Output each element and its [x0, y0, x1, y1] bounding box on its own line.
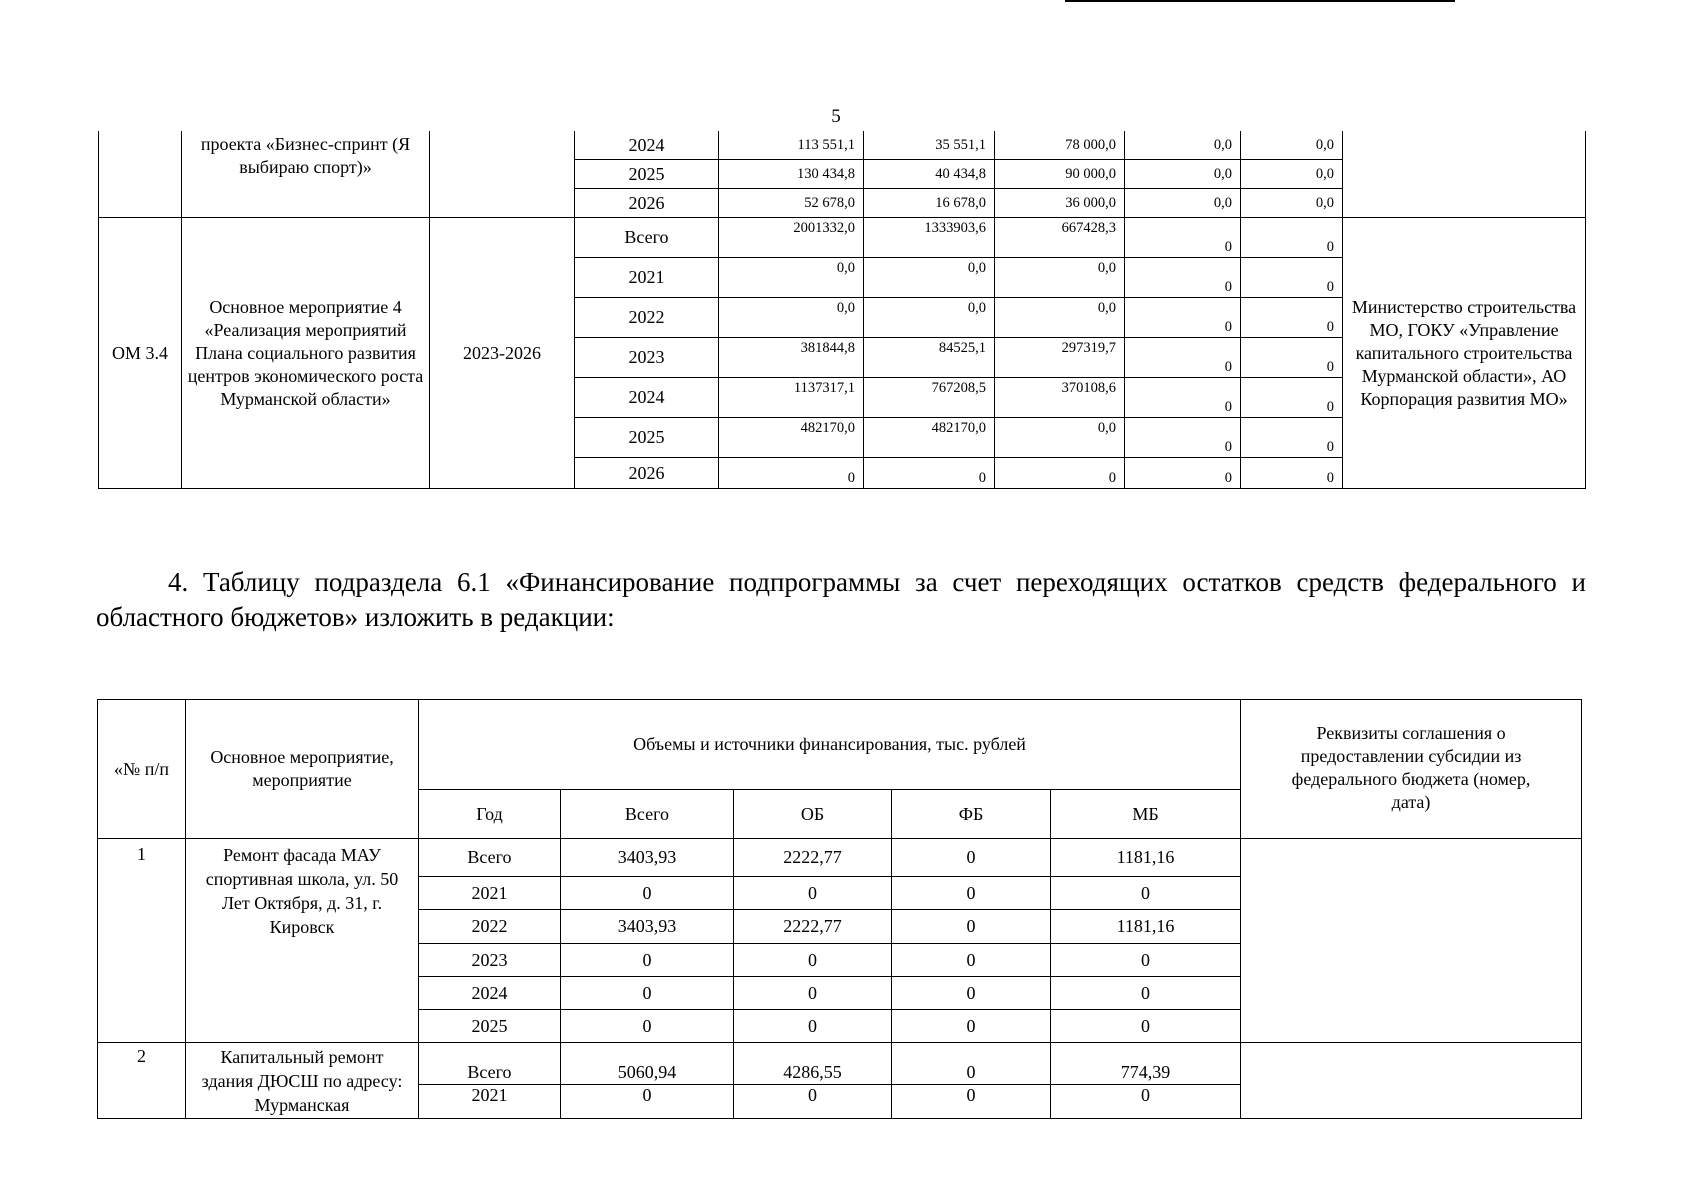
- value-cell: 2001332,0: [719, 218, 864, 258]
- funding-table-6-1: [97, 699, 1582, 1119]
- requisites-cell-empty: [1241, 1043, 1582, 1119]
- year-cell: Всего: [419, 1043, 561, 1085]
- value-cell: 0,0: [719, 258, 864, 298]
- value-cell: 0: [1051, 977, 1241, 1010]
- requisites-cell-empty: [1241, 839, 1582, 1043]
- value-cell: 3403,93: [561, 839, 734, 877]
- year-cell: 2024: [575, 378, 719, 418]
- value-cell: 0: [561, 977, 734, 1010]
- value-cell: 0: [1241, 418, 1343, 458]
- value-cell: 667428,3: [995, 218, 1125, 258]
- header-year: Год: [419, 790, 561, 839]
- value-cell: 0: [1051, 1010, 1241, 1043]
- year-cell: 2026: [575, 458, 719, 489]
- year-cell: Всего: [575, 218, 719, 258]
- value-cell: 0: [734, 1010, 892, 1043]
- year-cell: 2026: [575, 189, 719, 218]
- value-cell: 0,0: [864, 258, 995, 298]
- event-name-cell: проекта «Бизнес-спринт (Я выбираю спорт)»: [182, 131, 430, 218]
- year-cell: 2025: [575, 418, 719, 458]
- value-cell: 0: [734, 944, 892, 977]
- value-cell: 130 434,8: [719, 160, 864, 189]
- value-cell: 0: [892, 910, 1051, 944]
- value-cell: 0: [561, 1010, 734, 1043]
- value-cell: 36 000,0: [995, 189, 1125, 218]
- value-cell: 0: [892, 839, 1051, 877]
- value-cell: 0: [1241, 458, 1343, 489]
- year-cell: 2023: [575, 338, 719, 378]
- value-cell: 0: [864, 458, 995, 489]
- value-cell: 0: [1241, 258, 1343, 298]
- period-cell-empty: [430, 131, 575, 218]
- value-cell: 84525,1: [864, 338, 995, 378]
- value-cell: 0: [719, 458, 864, 489]
- value-cell: 0: [892, 944, 1051, 977]
- top-rule: [1065, 0, 1455, 2]
- value-cell: 0,0: [1241, 160, 1343, 189]
- funding-table-continued: [98, 131, 1586, 489]
- header-event: Основное мероприятие, мероприятие: [186, 700, 419, 839]
- year-cell: 2021: [419, 1085, 561, 1119]
- year-cell: 2024: [419, 977, 561, 1010]
- value-cell: 1333903,6: [864, 218, 995, 258]
- value-cell: 1181,16: [1051, 910, 1241, 944]
- value-cell: 0: [892, 877, 1051, 910]
- year-cell: 2021: [419, 877, 561, 910]
- value-cell: 297319,7: [995, 338, 1125, 378]
- value-cell: 482170,0: [719, 418, 864, 458]
- value-cell: 0: [1241, 338, 1343, 378]
- item-num: 1: [98, 839, 186, 1043]
- value-cell: 0,0: [719, 298, 864, 338]
- year-cell: 2021: [575, 258, 719, 298]
- year-cell: 2025: [419, 1010, 561, 1043]
- value-cell: 4286,55: [734, 1043, 892, 1085]
- value-cell: 0,0: [995, 258, 1125, 298]
- value-cell: 5060,94: [561, 1043, 734, 1085]
- value-cell: 0: [995, 458, 1125, 489]
- value-cell: 0: [561, 944, 734, 977]
- header-total: Всего: [561, 790, 734, 839]
- item-name: Капитальный ремонт здания ДЮСШ по адресу: Мурманская: [186, 1043, 419, 1119]
- value-cell: 482170,0: [864, 418, 995, 458]
- value-cell: 0: [892, 977, 1051, 1010]
- om-name-cell: Основное мероприятие 4 «Реализация мероприятий Плана социального развития центров экономического роста Мурманской области»: [182, 218, 430, 489]
- value-cell: 0: [561, 877, 734, 910]
- code-cell-empty: [99, 131, 182, 218]
- amendment-text: 4. Таблицу подраздела 6.1 «Финансирование подпрограммы за счет переходящих остатков средств федерального и областного бюджетов» изложить в редакции:: [96, 567, 1586, 632]
- value-cell: 0,0: [1125, 160, 1241, 189]
- value-cell: 0: [892, 1085, 1051, 1119]
- value-cell: 2222,77: [734, 839, 892, 877]
- value-cell: 0: [1125, 298, 1241, 338]
- year-cell: Всего: [419, 839, 561, 877]
- value-cell: 0: [892, 1010, 1051, 1043]
- value-cell: 0: [892, 1043, 1051, 1085]
- table-row: [98, 1043, 1582, 1085]
- value-cell: 90 000,0: [995, 160, 1125, 189]
- value-cell: 0: [1051, 944, 1241, 977]
- value-cell: 0,0: [995, 418, 1125, 458]
- value-cell: 767208,5: [864, 378, 995, 418]
- header-volumes: Объемы и источники финансирования, тыс. рублей: [419, 700, 1241, 790]
- value-cell: 0,0: [995, 298, 1125, 338]
- value-cell: 16 678,0: [864, 189, 995, 218]
- year-cell: 2023: [419, 944, 561, 977]
- value-cell: 3403,93: [561, 910, 734, 944]
- om-code-cell: ОМ 3.4: [99, 218, 182, 489]
- value-cell: 1181,16: [1051, 839, 1241, 877]
- value-cell: 0: [1051, 1085, 1241, 1119]
- value-cell: 0,0: [1241, 131, 1343, 160]
- header-requisites: Реквизиты соглашения о предоставлении субсидии из федерального бюджета (номер, дата): [1241, 700, 1582, 839]
- value-cell: 78 000,0: [995, 131, 1125, 160]
- value-cell: 0: [734, 977, 892, 1010]
- header-row: [98, 700, 1582, 790]
- value-cell: 0: [1125, 338, 1241, 378]
- value-cell: 0,0: [1125, 189, 1241, 218]
- value-cell: 0: [734, 877, 892, 910]
- value-cell: 2222,77: [734, 910, 892, 944]
- value-cell: 0: [1241, 298, 1343, 338]
- value-cell: 0: [1125, 218, 1241, 258]
- value-cell: 0: [1051, 877, 1241, 910]
- header-ob: ОБ: [734, 790, 892, 839]
- year-cell: 2022: [419, 910, 561, 944]
- table-row: [99, 131, 1586, 160]
- amendment-paragraph: [96, 565, 1586, 635]
- year-cell: 2022: [575, 298, 719, 338]
- item-name: Ремонт фасада МАУ спортивная школа, ул. 50 Лет Октября, д. 31, г. Кировск: [186, 839, 419, 1043]
- item-num: 2: [98, 1043, 186, 1119]
- header-fb: ФБ: [892, 790, 1051, 839]
- year-cell: 2025: [575, 160, 719, 189]
- value-cell: 0: [1241, 378, 1343, 418]
- value-cell: 381844,8: [719, 338, 864, 378]
- value-cell: 774,39: [1051, 1043, 1241, 1085]
- value-cell: 0: [1125, 458, 1241, 489]
- value-cell: 0: [1241, 218, 1343, 258]
- header-mb: МБ: [1051, 790, 1241, 839]
- value-cell: 0,0: [1241, 189, 1343, 218]
- value-cell: 370108,6: [995, 378, 1125, 418]
- value-cell: 0,0: [864, 298, 995, 338]
- header-num: «№ п/п: [98, 700, 186, 839]
- value-cell: 0: [734, 1085, 892, 1119]
- value-cell: 0: [1125, 378, 1241, 418]
- value-cell: 40 434,8: [864, 160, 995, 189]
- om-executor-cell: Министерство строительства МО, ГОКУ «Управление капитального строительства Мурманской области», АО Корпорация развития МО»: [1343, 218, 1586, 489]
- om-period-cell: 2023-2026: [430, 218, 575, 489]
- year-cell: 2024: [575, 131, 719, 160]
- value-cell: 52 678,0: [719, 189, 864, 218]
- page-number: 5: [831, 106, 841, 127]
- value-cell: 35 551,1: [864, 131, 995, 160]
- value-cell: 113 551,1: [719, 131, 864, 160]
- value-cell: 1137317,1: [719, 378, 864, 418]
- value-cell: 0: [1125, 258, 1241, 298]
- value-cell: 0,0: [1125, 131, 1241, 160]
- value-cell: 0: [561, 1085, 734, 1119]
- table-row: [99, 218, 1586, 258]
- value-cell: 0: [1125, 418, 1241, 458]
- table-row: [98, 839, 1582, 877]
- executor-cell-empty: [1343, 131, 1586, 218]
